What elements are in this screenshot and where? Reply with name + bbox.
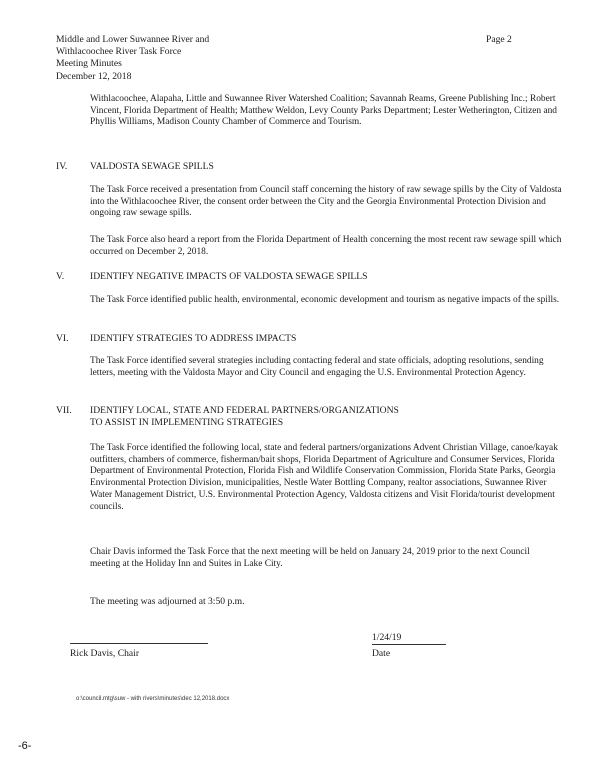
- section-title: IDENTIFY LOCAL, STATE AND FEDERAL PARTNERS/ORGANIZATIONS: [90, 405, 399, 416]
- section-title: IDENTIFY STRATEGIES TO ADDRESS IMPACTS: [90, 333, 297, 344]
- header-line: Withlacoochee River Task Force: [56, 46, 182, 58]
- section-numeral: VI.: [56, 333, 69, 344]
- date-signature-line: [372, 644, 446, 645]
- header-line: December 12, 2018: [56, 70, 132, 82]
- section-heading-vii: [56, 405, 399, 429]
- section-heading-vi: [56, 333, 296, 345]
- section-title-continued: TO ASSIST IN IMPLEMENTING STRATEGIES: [90, 417, 284, 428]
- section-iv-paragraph-2: The Task Force also heard a report from the Florida Department of Health concerning the most recent raw sewage spill which occurred on December 2, 2018.: [90, 235, 562, 257]
- section-vii-paragraph-2: Chair Davis informed the Task Force that the next meeting will be held on January 24, 2019 prior to the next Council meeting at the Holiday Inn and Suites in Lake City.: [90, 547, 530, 569]
- date-label: Date: [372, 648, 391, 659]
- document-header: [56, 34, 209, 83]
- attendees-paragraph: Withlacoochee, Alapaha, Little and Suwannee River Watershed Coalition; Savannah Reams, Greene Publishing Inc.; Robert Vincent, Florida Department of Health; Matthew Weldon, Levy County Parks Department; Lester Wetherington, Citizen and Phyllis Williams, Madison County Chamber of Commerce and Tourism.: [90, 94, 557, 128]
- header-line: Meeting Minutes: [56, 58, 122, 70]
- file-path-footer: o:\council.mtg\suw - with rivers\minutes\dec 12,2018.docx: [76, 696, 230, 702]
- section-v-paragraph-1: The Task Force identified public health, environmental, economic development and tourism as negative impacts of the spills.: [90, 295, 560, 305]
- section-numeral: V.: [56, 271, 65, 282]
- chair-signature-line: [70, 643, 208, 644]
- section-numeral: IV.: [56, 161, 68, 172]
- section-heading-iv: [56, 161, 214, 173]
- header-line: Middle and Lower Suwannee River and: [56, 34, 210, 45]
- signature-date-value: 1/24/19: [372, 632, 402, 643]
- page-number-label: Page 2: [486, 34, 512, 45]
- section-iv-paragraph-1: The Task Force received a presentation from Council staff concerning the history of raw sewage spills by the City of Valdosta into the Withlacoochee River, the consent order between the City and the Georgia Environmental Protection Division and ongoing raw sewage spills.: [90, 185, 562, 219]
- chair-name: Rick Davis, Chair: [70, 648, 140, 659]
- section-numeral: VII.: [56, 405, 72, 416]
- section-title: VALDOSTA SEWAGE SPILLS: [90, 161, 214, 172]
- section-title: IDENTIFY NEGATIVE IMPACTS OF VALDOSTA SEWAGE SPILLS: [90, 271, 368, 282]
- page-footer-number: -6-: [18, 740, 32, 752]
- adjournment-text: The meeting was adjourned at 3:50 p.m.: [90, 596, 245, 607]
- section-vi-paragraph-1: The Task Force identified several strategies including contacting federal and state officials, adopting resolutions, sending letters, meeting with the Valdosta Mayor and City Council and engaging the U.S. Environmental Protection Agency.: [90, 356, 544, 378]
- section-heading-v: [56, 271, 367, 283]
- section-vii-paragraph-1: The Task Force identified the following local, state and federal partners/organizations Advent Christian Village, canoe/kayak outfitters, chambers of commerce, fisherman/bait shops, Florida Department of Agriculture and Consumer Services, Florida Department of Environmental Protection, Florida Fish and Wildlife Conservation Commission, Florida State Parks, Georgia Environmental Protection Division, municipalities, Nestle Water Bottling Company, realtor associations, Suwannee River Water Management District, U.S. Environmental Protection Agency, Valdosta citizens and Visit Florida/tourist development councils.: [90, 443, 558, 512]
